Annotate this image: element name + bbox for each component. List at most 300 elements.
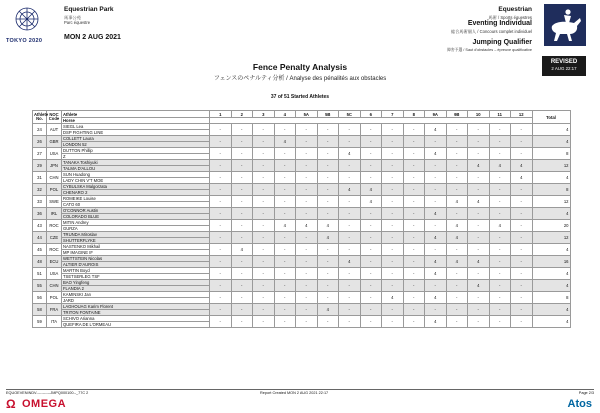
fence-penalty-cell: - [446,292,468,304]
fence-penalty-cell: - [468,292,490,304]
fence-penalty-cell: 4 [296,220,318,232]
fence-penalty-cell: 4 [425,316,447,328]
fence-penalty-cell: 4 [468,196,490,208]
fence-penalty-cell: - [425,160,447,172]
fence-penalty-cell: - [274,160,296,172]
athlete-number-cell: 48 [33,256,47,268]
horse-name-cell: LADY CHIN V'T MOE [62,178,210,184]
horse-name-cell: CHENARO 2 [62,190,210,196]
noc-code-cell: JPN [47,160,62,172]
fence-penalty-cell: - [253,232,275,244]
fence-penalty-cell: - [317,184,339,196]
total-penalty-cell: 4 [532,172,570,184]
fence-penalty-cell: - [253,160,275,172]
document-subtitle: フェンスのペナルティ分析 / Analyse des pénalités aux obstacles [213,76,387,82]
fence-penalty-cell: - [253,268,275,280]
fence-penalty-cell: - [210,256,232,268]
fence-penalty-cell: - [489,268,511,280]
fence-penalty-cell: - [210,172,232,184]
fence-penalty-cell: - [210,208,232,220]
fence-penalty-cell: 4 [489,220,511,232]
athlete-number-cell: 36 [33,208,47,220]
fence-penalty-cell: - [210,124,232,136]
fence-penalty-cell: - [446,208,468,220]
athlete-number-cell: 45 [33,244,47,256]
fence-penalty-cell: - [425,172,447,184]
fence-header: 10 [468,111,490,118]
fence-penalty-cell: - [274,292,296,304]
fence-penalty-cell: 4 [317,232,339,244]
fence-penalty-cell: - [446,244,468,256]
fence-header: 9A [425,111,447,118]
page-header [0,0,600,60]
athlete-name-cell: CYBULSKA Malgorzata [62,184,210,190]
fence-penalty-cell: 4 [425,268,447,280]
fence-penalty-cell: - [253,196,275,208]
fence-header: 1 [210,111,232,118]
total-penalty-cell: 4 [532,124,570,136]
athlete-name-cell: SCHIVO Arianna [62,316,210,322]
horse-name-cell: CATO 60 [62,202,210,208]
athlete-name-cell: SIEGL Lea [62,124,210,130]
fence-penalty-cell: - [425,136,447,148]
footer-divider [6,389,594,390]
venue-name-fr: Parc équestre [64,20,91,25]
fence-penalty-cell: - [231,304,253,316]
total-penalty-cell: 4 [532,280,570,292]
horse-name-cell: FLANDIA 2 [62,286,210,292]
fence-penalty-table [32,110,571,328]
fence-penalty-cell: - [360,316,382,328]
fence-penalty-cell: - [468,316,490,328]
athlete-number-cell: 29 [33,160,47,172]
fence-penalty-cell: - [296,268,318,280]
omega-logo-icon: Ω [6,397,16,411]
fence-penalty-cell: 4 [468,280,490,292]
fence-penalty-cell: - [382,136,404,148]
fence-penalty-cell: - [296,304,318,316]
horse-name-cell: TALMA D'ALLOU [62,166,210,172]
total-header: Total [532,111,570,124]
fence-penalty-cell: - [511,280,533,292]
total-penalty-cell: 12 [532,232,570,244]
fence-penalty-cell: - [231,172,253,184]
athlete-name-cell: COLLETT Laura [62,136,210,142]
fence-penalty-cell: - [382,160,404,172]
fence-penalty-cell: - [339,220,361,232]
fence-penalty-cell: - [468,208,490,220]
fence-penalty-cell: - [253,184,275,196]
fence-penalty-cell: - [253,244,275,256]
table-body [33,124,571,328]
athlete-name-cell: KAMINSKI Jan [62,292,210,298]
fence-penalty-cell: - [382,172,404,184]
fence-penalty-cell: - [382,280,404,292]
noc-code-cell: CZE [47,232,62,244]
athlete-name-cell: TANAKA Toshiyuki [62,160,210,166]
fence-penalty-cell: - [339,268,361,280]
athlete-number-cell: 44 [33,232,47,244]
horse-name-cell: QUEFIRA DE L'ORMEAU [62,322,210,328]
fence-penalty-cell: 4 [231,244,253,256]
fence-penalty-cell: - [425,304,447,316]
fence-penalty-cell: - [210,292,232,304]
fence-penalty-cell: 4 [511,160,533,172]
fence-penalty-cell: - [210,220,232,232]
fence-penalty-cell: - [253,316,275,328]
fence-penalty-cell: - [231,232,253,244]
total-penalty-cell: 4 [532,304,570,316]
total-penalty-cell: 4 [532,316,570,328]
fence-header: 6 [360,111,382,118]
fence-penalty-cell: - [339,124,361,136]
fence-penalty-cell: - [339,292,361,304]
athlete-name-cell: DUTTON Phillip [62,148,210,154]
olympic-emblem-icon [12,6,42,36]
fence-penalty-cell: - [231,292,253,304]
fence-penalty-cell: 4 [489,160,511,172]
venue-name-jp: 馬事公苑 [64,15,81,20]
total-penalty-cell: 4 [532,208,570,220]
fence-penalty-cell: - [468,244,490,256]
fence-penalty-cell: - [489,256,511,268]
fence-penalty-cell: - [274,280,296,292]
omega-sponsor-logo: OMEGA [22,398,67,410]
fence-penalty-cell: - [231,268,253,280]
fence-penalty-cell: - [210,244,232,256]
fence-penalty-cell: 4 [382,292,404,304]
fence-penalty-cell: - [253,136,275,148]
athlete-number-cell: 33 [33,196,47,208]
fence-penalty-cell: - [210,136,232,148]
fence-penalty-cell: - [489,304,511,316]
fence-penalty-cell: - [274,148,296,160]
noc-code-cell: IRL [47,208,62,220]
fence-penalty-cell: - [296,136,318,148]
fence-penalty-cell: - [296,244,318,256]
total-penalty-cell: 4 [532,268,570,280]
fence-penalty-cell: - [403,256,425,268]
fence-penalty-cell: - [403,304,425,316]
fence-penalty-cell: - [339,136,361,148]
fence-penalty-cell: - [468,268,490,280]
fence-penalty-cell: - [382,124,404,136]
revised-timestamp: 2 AUG 22:17 [551,66,577,71]
athlete-name-cell: O'CONNOR Austin [62,208,210,214]
fence-penalty-cell: - [296,196,318,208]
revised-label: REVISED [550,59,578,65]
fence-penalty-cell: - [339,172,361,184]
fence-penalty-cell: - [403,208,425,220]
fence-header: 5A [296,111,318,118]
fence-penalty-cell: 4 [425,232,447,244]
fence-penalty-cell: - [425,244,447,256]
athlete-number-cell: 55 [33,280,47,292]
fence-penalty-cell: - [360,136,382,148]
horse-name-cell: ALTIER D'AUROIS [62,262,210,268]
fence-penalty-cell: - [382,184,404,196]
fence-penalty-cell: - [296,124,318,136]
fence-penalty-cell: - [403,148,425,160]
fence-penalty-cell: - [296,292,318,304]
fence-penalty-cell: - [425,280,447,292]
fence-penalty-cell: - [274,232,296,244]
fence-penalty-cell: - [511,184,533,196]
fence-penalty-cell: - [296,316,318,328]
fence-penalty-cell: - [511,256,533,268]
total-penalty-cell: 12 [532,196,570,208]
athlete-number-cell: 27 [33,148,47,160]
fence-penalty-cell: - [253,124,275,136]
fence-penalty-cell: - [296,160,318,172]
fence-penalty-cell: - [317,124,339,136]
phase-name: Jumping Qualifier [472,39,532,46]
fence-penalty-cell: - [253,304,275,316]
fence-penalty-cell: - [339,232,361,244]
fence-penalty-cell: - [317,292,339,304]
noc-code-cell: USA [47,148,62,160]
athlete-name-cell: WETTSTEIN Nicolas [62,256,210,262]
fence-penalty-cell: - [360,160,382,172]
noc-code-cell: CHN [47,280,62,292]
fence-penalty-cell: - [511,208,533,220]
fence-penalty-cell: - [468,232,490,244]
fence-penalty-cell: - [253,172,275,184]
tokyo-2020-wordmark: TOKYO 2020 [6,38,43,44]
fence-penalty-cell: - [511,136,533,148]
fence-penalty-cell: - [489,208,511,220]
athlete-name-cell: ROMEIKE Louise [62,196,210,202]
fence-penalty-cell: - [360,304,382,316]
athlete-name-cell: SUN Huadong [62,172,210,178]
noc-code-cell: POL [47,184,62,196]
fence-penalty-cell: - [403,220,425,232]
noc-code-cell: SWE [47,196,62,208]
athlete-number-cell: 58 [33,304,47,316]
fence-penalty-cell: - [403,184,425,196]
athlete-name-cell: MARTIN Boyd [62,268,210,274]
equestrian-pictogram-icon [544,4,586,46]
fence-penalty-cell: - [317,160,339,172]
fence-penalty-cell: - [317,148,339,160]
athlete-no-header: Athlete No. [33,111,47,124]
athlete-number-cell: 32 [33,184,47,196]
fence-penalty-cell: - [446,136,468,148]
sport-name-translation: 馬術 / Sports équestres [488,15,532,20]
fence-penalty-cell: - [468,148,490,160]
fence-penalty-cell: - [511,292,533,304]
fence-penalty-cell: 4 [446,196,468,208]
fence-penalty-cell: - [403,160,425,172]
fence-penalty-cell: - [382,220,404,232]
fence-penalty-cell: - [468,136,490,148]
fence-penalty-cell: - [231,184,253,196]
total-penalty-cell: 4 [532,244,570,256]
fence-penalty-cell: - [274,196,296,208]
horse-header: Horse [62,118,210,124]
footer-page-number: Page 2/3 [578,391,594,395]
total-penalty-cell: 16 [532,256,570,268]
fence-penalty-cell: 4 [511,172,533,184]
noc-code-cell: ROC [47,220,62,232]
athlete-header: Athlete [62,111,210,118]
fence-penalty-cell: - [231,160,253,172]
fence-penalty-cell: - [274,268,296,280]
athlete-number-cell: 56 [33,292,47,304]
athlete-name-cell: LAGHOUAG Karim Florent [62,304,210,310]
athlete-number-cell: 59 [33,316,47,328]
fence-penalty-cell: - [446,124,468,136]
athlete-number-cell: 24 [33,124,47,136]
fence-penalty-cell: 4 [339,184,361,196]
athlete-number-cell: 51 [33,268,47,280]
fence-penalty-cell: - [382,304,404,316]
noc-code-cell: CHN [47,172,62,184]
noc-code-cell: ECU [47,256,62,268]
phase-name-translation: 障害予選 / Saut d'obstacles – épreuve qualificative [447,48,532,52]
fence-penalty-cell: - [317,172,339,184]
fence-penalty-cell: - [511,304,533,316]
fence-header: 3 [253,111,275,118]
fence-penalty-cell: - [489,172,511,184]
fence-penalty-cell: - [339,196,361,208]
fence-penalty-cell: - [210,268,232,280]
fence-penalty-cell: - [425,196,447,208]
fence-penalty-cell: 4 [274,136,296,148]
fence-penalty-cell: 4 [274,220,296,232]
fence-penalty-cell: - [403,196,425,208]
fence-penalty-cell: - [317,196,339,208]
fence-penalty-cell: - [360,280,382,292]
fence-penalty-cell: - [296,172,318,184]
fence-penalty-cell: - [446,280,468,292]
fence-penalty-cell: - [360,268,382,280]
fence-penalty-cell: - [489,316,511,328]
fence-penalty-cell: - [210,148,232,160]
fence-penalty-cell: - [274,244,296,256]
fence-penalty-cell: - [360,148,382,160]
fence-penalty-cell: - [403,232,425,244]
athlete-name-cell: MITIN Andrey [62,220,210,226]
fence-header: 9B [446,111,468,118]
fence-penalty-cell: - [210,316,232,328]
horse-name-cell: DSP FIGHTING LINE [62,130,210,136]
fence-penalty-cell: - [317,136,339,148]
fence-penalty-cell: - [231,316,253,328]
fence-penalty-cell: 4 [446,256,468,268]
fence-penalty-cell: - [511,124,533,136]
total-penalty-cell: 8 [532,292,570,304]
fence-penalty-cell: - [360,172,382,184]
fence-penalty-cell: - [360,232,382,244]
fence-penalty-cell: - [382,232,404,244]
fence-penalty-cell: - [231,136,253,148]
total-penalty-cell: 4 [532,136,570,148]
fence-penalty-cell: - [339,160,361,172]
fence-penalty-cell: - [231,208,253,220]
horse-name-cell: GURZA [62,226,210,232]
fence-penalty-cell: 4 [446,232,468,244]
athlete-number-cell: 31 [33,172,47,184]
noc-code-cell: FRA [47,304,62,316]
fence-penalty-cell: - [274,316,296,328]
fence-penalty-cell: - [511,220,533,232]
fence-penalty-cell: - [317,244,339,256]
fence-penalty-cell: - [489,244,511,256]
fence-penalty-cell: - [274,184,296,196]
event-date: MON 2 AUG 2021 [64,34,121,41]
fence-penalty-cell: - [360,124,382,136]
horse-name-cell: SHUTTERFLYKE [62,238,210,244]
fence-penalty-cell: - [360,256,382,268]
fence-penalty-cell: - [425,184,447,196]
fence-penalty-cell: - [339,304,361,316]
fence-penalty-cell: - [425,220,447,232]
fence-penalty-cell: - [511,196,533,208]
fence-penalty-cell: - [296,280,318,292]
fence-penalty-cell: - [253,148,275,160]
fence-penalty-cell: - [360,220,382,232]
fence-penalty-cell: 4 [468,256,490,268]
noc-code-cell: USA [47,268,62,280]
fence-penalty-cell: - [339,280,361,292]
noc-code-cell: AUT [47,124,62,136]
fence-penalty-cell: - [317,208,339,220]
fence-penalty-cell: - [511,316,533,328]
fence-penalty-cell: - [296,208,318,220]
fence-penalty-cell: - [253,208,275,220]
fence-penalty-cell: - [382,244,404,256]
sport-name: Equestrian [498,6,532,13]
fence-penalty-cell: - [231,256,253,268]
fence-penalty-cell: - [403,316,425,328]
fence-penalty-cell: - [210,232,232,244]
fence-penalty-cell: - [382,208,404,220]
fence-penalty-cell: - [468,220,490,232]
fence-penalty-cell: - [210,184,232,196]
horse-name-cell: TSETSERLEG TSF [62,274,210,280]
fence-penalty-cell: - [446,172,468,184]
fence-penalty-cell: - [296,232,318,244]
fence-penalty-cell: - [317,280,339,292]
fence-penalty-cell: - [210,196,232,208]
fence-penalty-cell: - [253,280,275,292]
fence-penalty-cell: - [317,256,339,268]
fence-penalty-cell: - [403,268,425,280]
started-count: 37 of 51 Started Athletes [270,94,330,100]
atos-sponsor-logo: Atos [567,398,592,410]
fence-penalty-cell: 4 [360,184,382,196]
fence-penalty-cell: - [489,196,511,208]
horse-name-cell: Z [62,154,210,160]
fence-penalty-cell: - [382,268,404,280]
fence-penalty-cell: - [274,256,296,268]
document-title: Fence Penalty Analysis [252,62,348,72]
event-name-jp: 総合馬術個人 [450,29,477,34]
fence-penalty-cell: - [446,316,468,328]
fence-penalty-cell: - [253,292,275,304]
event-name-fr: / Concours complet individuel [477,29,532,34]
noc-code-cell: GBR [47,136,62,148]
table-header-row [33,111,571,118]
athlete-name-cell: NASTENKO Mikhail [62,244,210,250]
fence-penalty-cell: 4 [360,196,382,208]
fence-penalty-cell: - [360,244,382,256]
fence-penalty-cell: - [446,304,468,316]
fence-penalty-cell: 4 [425,124,447,136]
fence-penalty-cell: 4 [317,304,339,316]
fence-penalty-cell: 4 [425,256,447,268]
